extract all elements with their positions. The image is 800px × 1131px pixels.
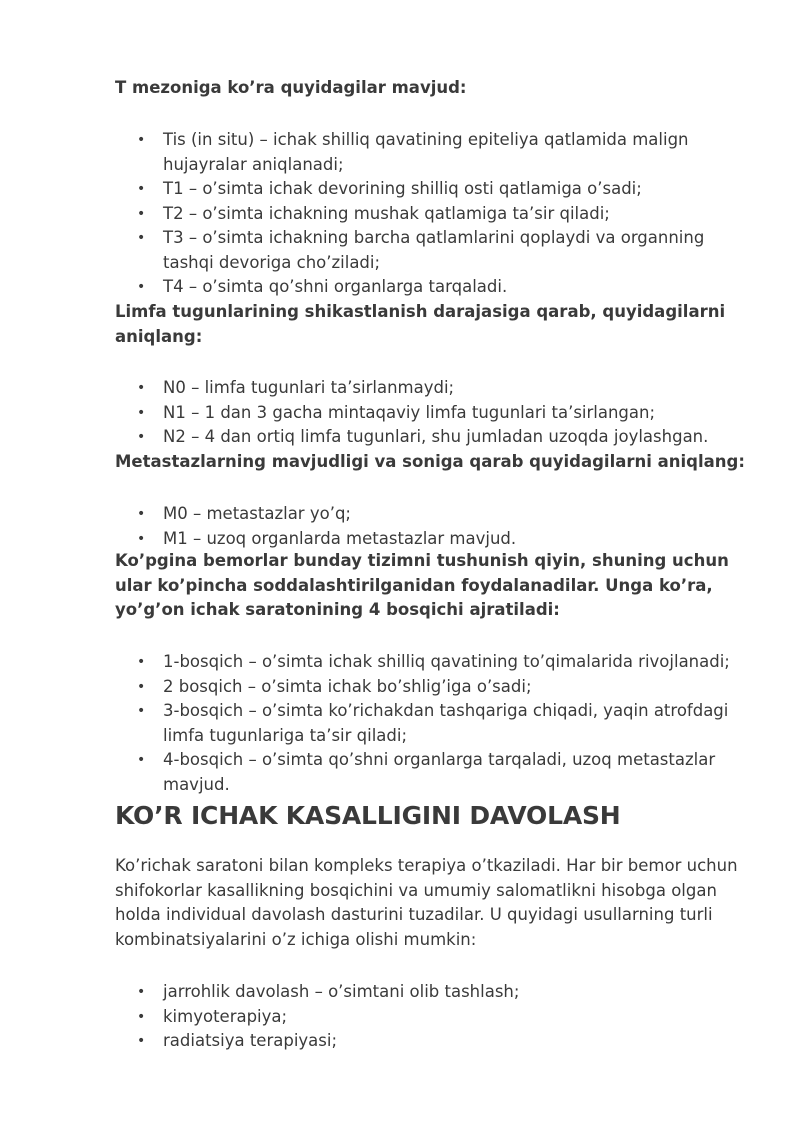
list-item: • T4 – o’simta qo’shni organlarga tarqaladi. [135, 275, 760, 300]
m-criteria-list [135, 502, 760, 551]
list-item: • T2 – o’simta ichakning mushak qatlamiga ta’sir qiladi; [135, 202, 760, 227]
list-item: • M1 – uzoq organlarda metastazlar mavjud. [135, 527, 760, 552]
list-item: • N1 – 1 dan 3 gacha mintaqaviy limfa tugunlari ta’sirlangan; [135, 401, 760, 426]
t-criteria-list [135, 128, 760, 300]
list-item: • M0 – metastazlar yo’q; [135, 502, 760, 527]
stages-list [135, 650, 760, 797]
list-item: • jarrohlik davolash – o’simtani olib tashlash; [135, 980, 760, 1005]
list-item: • N2 – 4 dan ortiq limfa tugunlari, shu jumladan uzoqda joylashgan. [135, 425, 760, 450]
t-criteria-lead: T mezoniga ko’ra quyidagilar mavjud: [115, 78, 467, 97]
list-item: • 1-bosqich – o’simta ichak shilliq qavatining to’qimalarida rivojlanadi; [135, 650, 760, 675]
list-item: • 4-bosqich – o’simta qo’shni organlarga tarqaladi, uzoq metastazlar mavjud. [135, 748, 760, 797]
treatment-heading: KO’R ICHAK KASALLIGINI DAVOLASH [115, 801, 621, 830]
n-criteria-list [135, 376, 760, 450]
n-criteria-lead: Limfa tugunlarining shikastlanish darajasiga qarab, quyidagilarni aniqlang: [115, 302, 726, 346]
list-item: • 3-bosqich – o’simta ko’richakdan tashqariga chiqadi, yaqin atrofdagi limfa tugunlariga ta’sir qiladi; [135, 699, 760, 748]
list-item: • radiatsiya terapiyasi; [135, 1029, 760, 1054]
list-item: • T1 – o’simta ichak devorining shilliq osti qatlamiga o’sadi; [135, 177, 760, 202]
stages-lead: Ko’pgina bemorlar bunday tizimni tushunish qiyin, shuning uchun ular ko’pincha soddalashtirilganidan foydalanadilar. Unga ko’ra, yo’g’on ichak saratonining 4 bosqichi ajratiladi: [115, 551, 729, 619]
list-item: • kimyoterapiya; [135, 1005, 760, 1030]
list-item: • 2 bosqich – o’simta ichak bo’shlig’iga o’sadi; [135, 675, 760, 700]
treatment-paragraph: Ko’richak saratoni bilan kompleks terapiya o’tkaziladi. Har bir bemor uchun shifokorlar kasallikning bosqichini va umumiy salomatlikni hisobga olgan holda individual davolash dasturini tuzadilar. U quyidagi usullarning turli kombinatsiyalarini o’z ichiga olishi mumkin: [115, 856, 738, 949]
list-item: • Tis (in situ) – ichak shilliq qavatining epiteliya qatlamida malign hujayralar aniqlanadi; [135, 128, 760, 177]
m-criteria-lead: Metastazlarning mavjudligi va soniga qarab quyidagilarni aniqlang: [115, 452, 745, 471]
treatment-methods-list [135, 980, 760, 1054]
list-item: • N0 – limfa tugunlari ta’sirlanmaydi; [135, 376, 760, 401]
list-item: • T3 – o’simta ichakning barcha qatlamlarini qoplaydi va organning tashqi devoriga cho’ziladi; [135, 226, 760, 275]
